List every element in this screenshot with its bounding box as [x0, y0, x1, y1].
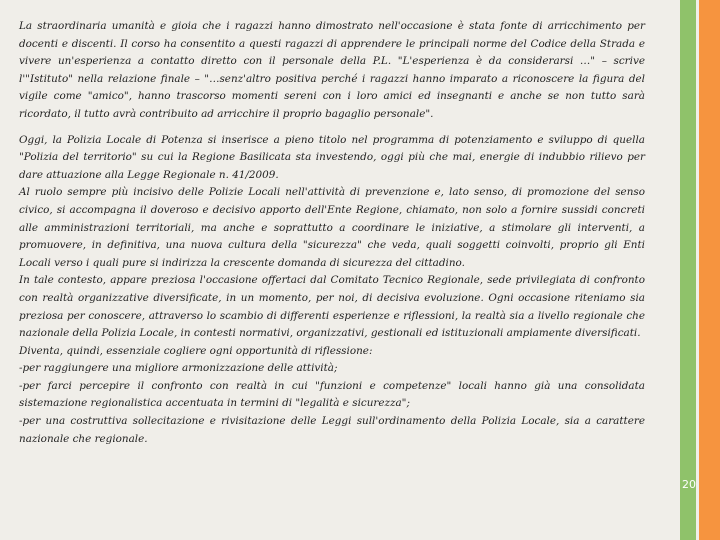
paragraph-intro: La straordinaria umanità e gioia che i ragazzi hanno dimostrato nell'occasione è stata fonte di arricchimento per docenti e discenti. Il corso ha consentito a questi ragazzi di apprendere le principali norme del Codice della Strada e vivere un'esperienza a contatto diretto con il personale della P.L. "L'esperienza è da considerarsi …" – scrive l'"Istituto" nella relazione finale – "…senz'altro positiva perché i ragazzi hanno imparato a riconoscere la figura del vigile come "amico", hanno trascorso momenti sereni con i loro amici ed insegnanti e anche se non tutto sarà ricordato, il tutto avrà contribuito ad arricchire il proprio bagaglio personale".	[19, 20, 645, 120]
paragraph-polizia-territorio: Oggi, la Polizia Locale di Potenza si inserisce a pieno titolo nel programma di potenziamento e sviluppo di quella "Polizia del territorio" su cui la Regione Basilicata sta investendo, oggi più che mai, energie di indubbio rilievo per dare attuazione alla Legge Regionale n. 41/2009.	[19, 133, 645, 181]
paragraph-contesto: In tale contesto, appare preziosa l'occasione offertaci dal Comitato Tecnico Regionale, sede privilegiata di confronto con realtà organizzative diversificate, in un momento, per noi, di decisiva evoluzione. Ogni occasione riteniamo sia preziosa per conoscere, attraverso lo scambio di differenti esperienze e riflessioni, la realtà sia a livello regionale che nazionale della Polizia Locale, in contesti normativi, organizzativi, gestionali ed istituzionali ampiamente diversificati.	[19, 274, 645, 340]
page-number: 20	[682, 478, 696, 491]
list-item-sollecitazione: -per una costruttiva sollecitazione e rivisitazione delle Leggi sull'ordinamento della Polizia Locale, sia a carattere nazionale che regionale.	[19, 415, 645, 445]
orange-stripe	[699, 0, 720, 540]
paragraph-ruolo-polizie-locali: Al ruolo sempre più incisivo delle Polizie Locali nell'attività di prevenzione e, lato senso, di promozione del senso civico, si accompagna il doveroso e decisivo apporto dell'Ente Regione, chiamato, non solo a fornire sussidi concreti alle amministrazioni territoriali, ma anche e soprattutto a coordinare le iniziative, a stimolare gli interventi, a promuovere, in definitiva, una nuova cultura della "sicurezza" che veda, quali soggetti coinvolti, proprio gli Enti Locali verso i quali pure si indirizza la crescente domanda di sicurezza del cittadino.	[19, 186, 645, 269]
list-item-armonizzazione: -per raggiungere una migliore armonizzazione delle attività;	[19, 362, 338, 375]
paragraph-riflessione: Diventa, quindi, essenziale cogliere ogni opportunità di riflessione:	[19, 344, 373, 357]
list-item-confronto: -per farci percepire il confronto con realtà in cui "funzioni e competenze" locali hanno già una consolidata sistemazione regionalistica accentuata in termini di "legalità e sicurezza";	[19, 379, 645, 410]
green-stripe	[680, 0, 696, 540]
paragraph-spacer	[19, 124, 645, 132]
body-text	[19, 18, 645, 448]
decorative-side-stripes	[676, 0, 720, 540]
